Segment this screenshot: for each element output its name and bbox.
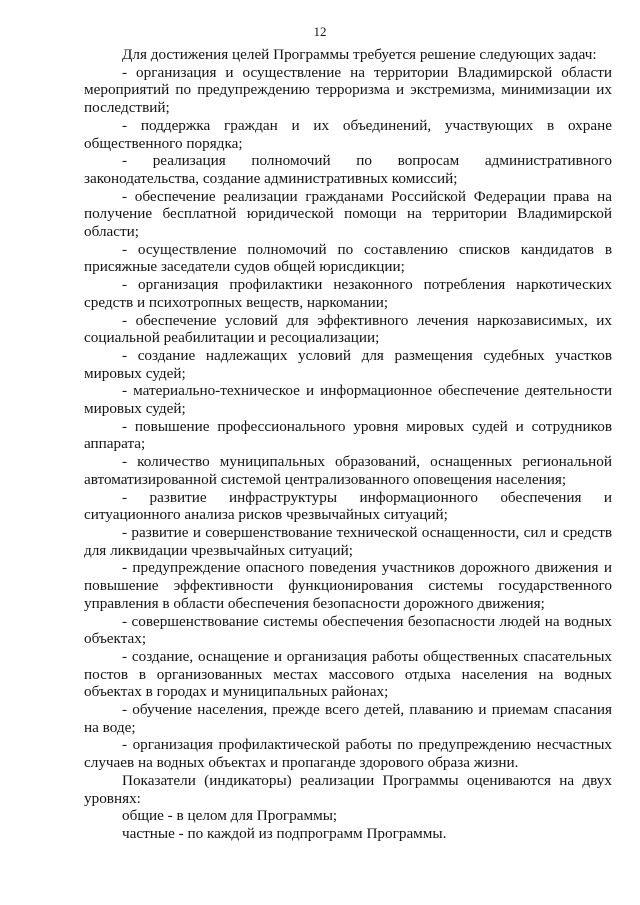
task-item: - повышение профессионального уровня мировых судей и сотрудников аппарата; <box>84 417 612 453</box>
task-item: - развитие и совершенствование технической оснащенности, сил и средств для ликвидации чрезвычайных ситуаций; <box>84 523 612 559</box>
indicators-paragraph: общие - в целом для Программы; <box>122 807 338 825</box>
task-item: - развитие инфраструктуры информационного обеспечения и ситуационного анализа рисков чрезвычайных ситуаций; <box>84 488 612 524</box>
document-body <box>84 46 612 843</box>
task-item: - создание, оснащение и организация работы общественных спасательных постов в организованных местах массового отдыха населения на водных объектах в городах и муниципальных районах; <box>84 647 612 701</box>
task-item: - совершенствование системы обеспечения безопасности людей на водных объектах; <box>84 612 612 648</box>
task-item: - материально-техническое и информационное обеспечение деятельности мировых судей; <box>84 382 612 418</box>
task-item: - создание надлежащих условий для размещения судебных участков мировых судей; <box>84 346 612 382</box>
page-number: 12 <box>313 24 327 39</box>
task-item: - обеспечение реализации гражданами Российской Федерации права на получение бесплатной юридической помощи на территории Владимирской области; <box>84 187 612 241</box>
task-item: Показатели (индикаторы) реализации Программы оцениваются на двух уровнях: <box>84 771 612 807</box>
indicator-level-general: частные - по каждой из подпрограмм Программы. <box>122 824 447 842</box>
task-item: - организация профилактической работы по предупреждению несчастных случаев на водных объектах и пропаганде здорового образа жизни. <box>84 736 612 772</box>
task-item: - поддержка граждан и их объединений, участвующих в охране общественного порядка; <box>84 116 612 152</box>
task-item: - обучение населения, прежде всего детей, плаванию и приемам спасания на воде; <box>84 701 612 736</box>
task-item: - обеспечение условий для эффективного лечения наркозависимых, их социальной реабилитации и ресоциализации; <box>84 311 612 347</box>
task-item: - количество муниципальных образований, оснащенных региональной автоматизированной системой централизованного оповещения населения; <box>84 453 612 488</box>
task-item: - реализация полномочий по вопросам административного законодательства, создание административных комиссий; <box>84 152 612 187</box>
task-item: - осуществление полномочий по составлению списков кандидатов в присяжные заседатели судов общей юрисдикции; <box>84 240 612 276</box>
intro-paragraph: Для достижения целей Программы требуется решение следующих задач: <box>122 46 597 63</box>
task-item: - предупреждение опасного поведения участников дорожного движения и повышение эффективности функционирования системы государственного управления в области обеспечения безопасности дорожного движения; <box>84 559 612 612</box>
task-item: - организация профилактики незаконного потребления наркотических средств и психотропных веществ, наркомании; <box>84 276 612 311</box>
task-item: - организация и осуществление на территории Владимирской области мероприятий по предупреждению терроризма и экстремизма, минимизации их последствий; <box>84 63 612 117</box>
